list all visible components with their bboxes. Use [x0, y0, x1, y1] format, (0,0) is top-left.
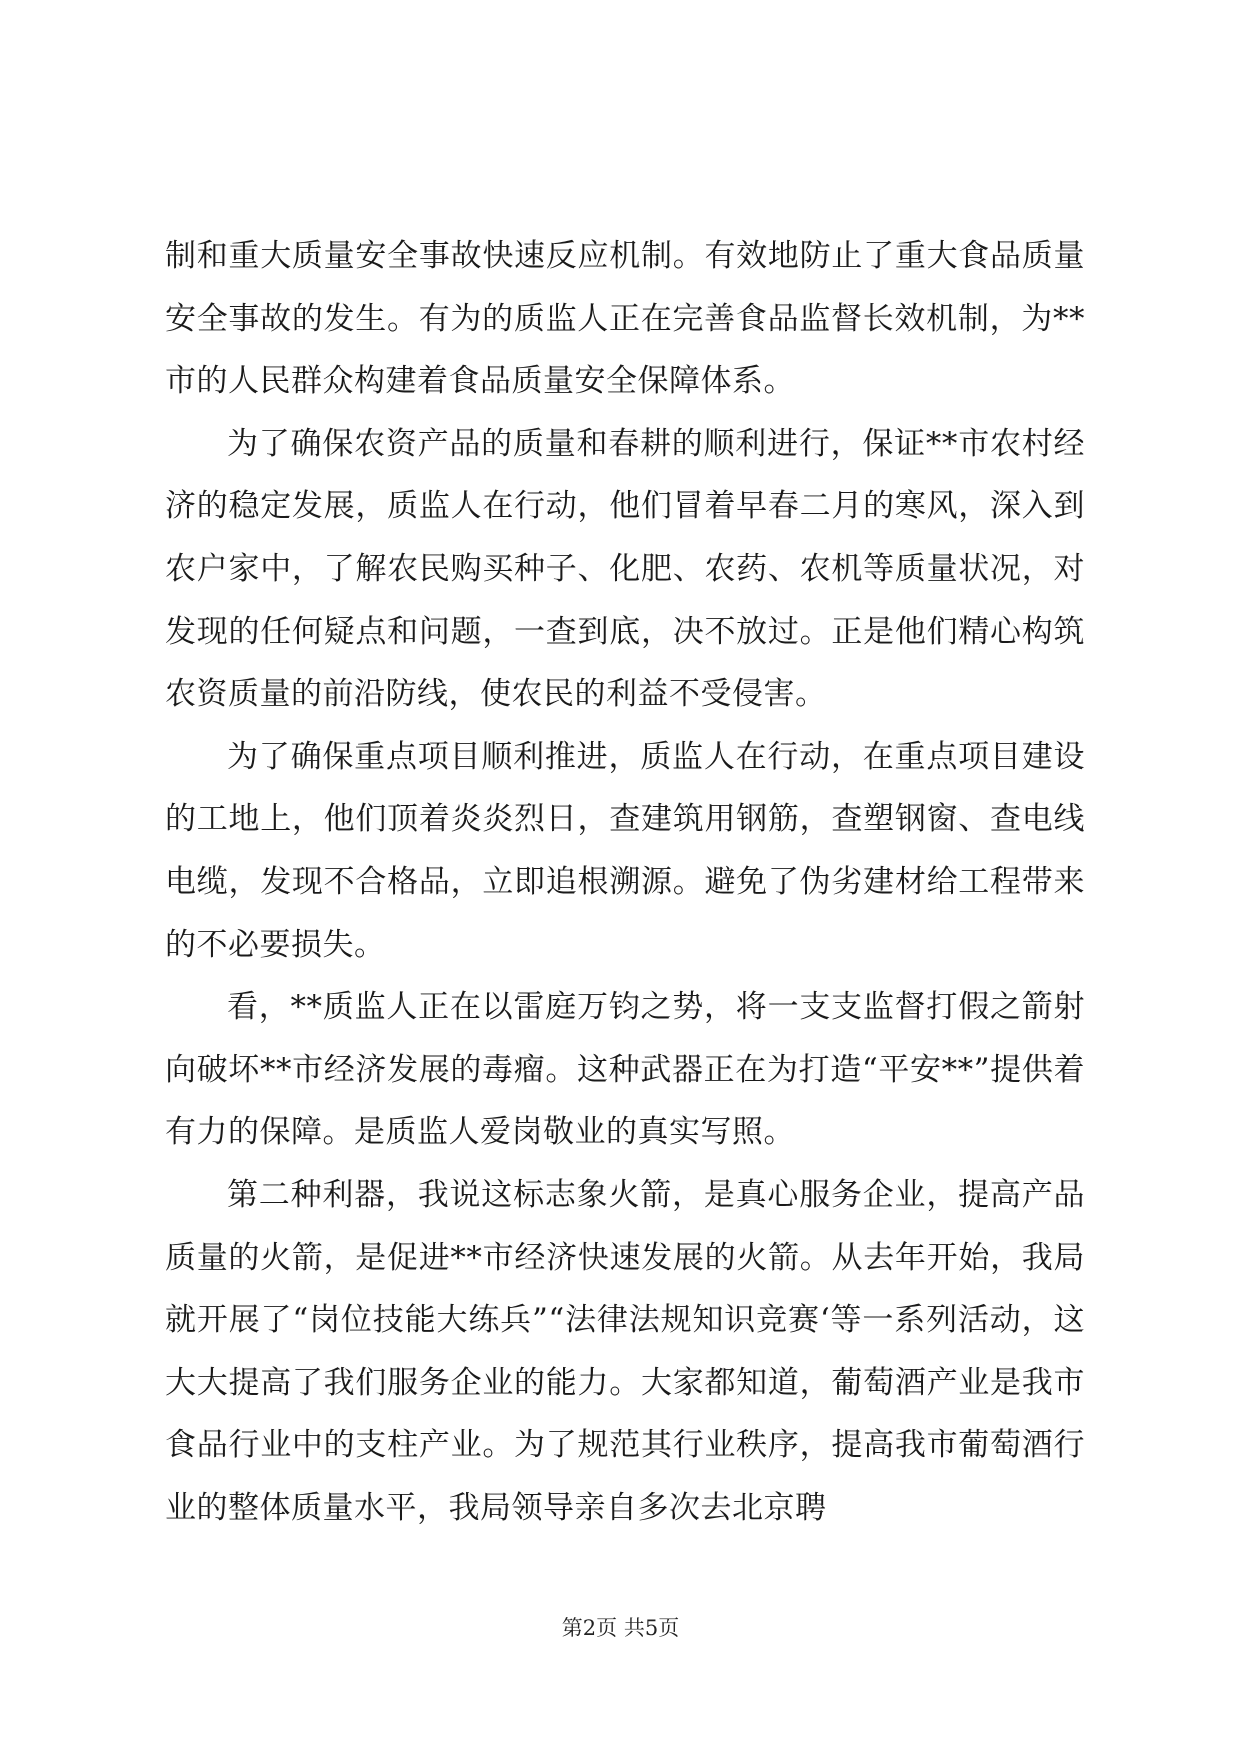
paragraph-3: 为了确保重点项目顺利推进，质监人在行动，在重点项目建设的工地上，他们顶着炎炎烈日，查建筑用钢筋，查塑钢窗、查电线电缆，发现不合格品，立即追根溯源。避免了伪劣建材给工程带来的不必要损失。 [165, 738, 1085, 963]
paragraph-5: 第二种利器，我说这标志象火箭，是真心服务企业，提高产品质量的火箭，是促进**市经济快速发展的火箭。从去年开始，我局就开展了“岗位技能大练兵”“法律法规知识竞赛‘等一系列活动，这大大提高了我们服务企业的能力。大家都知道，葡萄酒产业是我市食品行业中的支柱产业。为了规范其行业秩序，提高我市葡萄酒行业的整体质量水平，我局领导亲自多次去北京聘 [165, 1176, 1085, 1526]
paragraph-1: 制和重大质量安全事故快速反应机制。有效地防止了重大食品质量安全事故的发生。有为的质监人正在完善食品监督长效机制，为**市的人民群众构建着食品质量安全保障体系。 [165, 238, 1085, 400]
paragraph-2: 为了确保农资产品的质量和春耕的顺利进行，保证**市农村经济的稳定发展，质监人在行动，他们冒着早春二月的寒风，深入到农户家中，了解农民购买种子、化肥、农药、农机等质量状况，对发现的任何疑点和问题，一查到底，决不放过。正是他们精心构筑农资质量的前沿防线，使农民的利益不受侵害。 [165, 425, 1085, 713]
page-number-footer: 第2页 共5页 [561, 1616, 680, 1640]
body-text [165, 225, 1085, 1539]
paragraph-4: 看，**质监人正在以雷庭万钧之势，将一支支监督打假之箭射向破坏**市经济发展的毒瘤。这种武器正在为打造“平安**”提供着有力的保障。是质监人爱岗敬业的真实写照。 [165, 989, 1085, 1151]
